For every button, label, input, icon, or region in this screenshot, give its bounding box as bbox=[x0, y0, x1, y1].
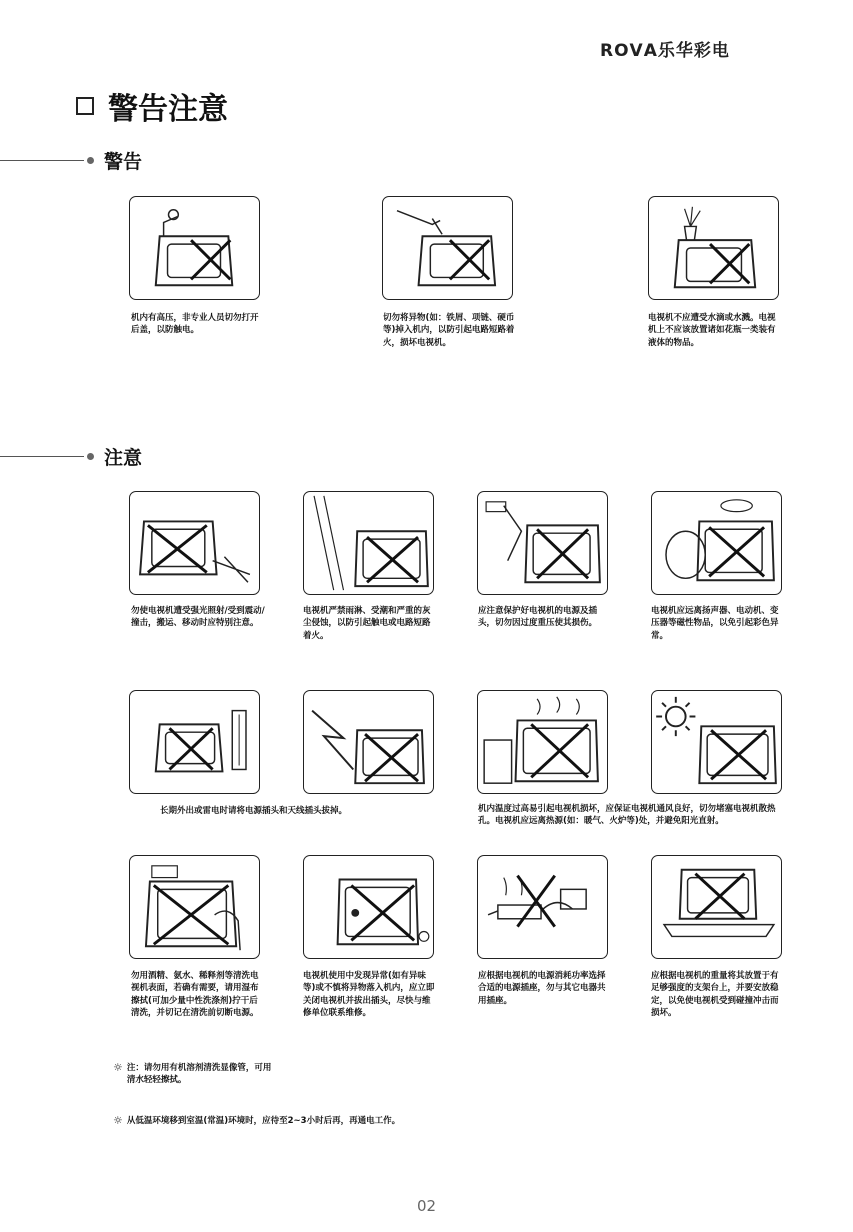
caution-caption-5: 长期外出或雷电时请将电源插头和天线插头拔掉。 bbox=[160, 806, 348, 816]
note-1-text: 注：请勿用有机溶剂清洗显像管，可用清水轻轻擦拭。 bbox=[126, 1063, 272, 1086]
caution-illustration-6 bbox=[303, 690, 434, 794]
caution-illustration-9 bbox=[129, 855, 260, 959]
caution-caption-9: 应根据电视机的电源消耗功率选择合适的电源插座，勿与其它电器共用插座。 bbox=[478, 971, 606, 1006]
section-warning-header bbox=[0, 147, 142, 174]
caution-illustration-7 bbox=[477, 690, 608, 794]
section-line bbox=[0, 160, 84, 161]
caution-illustration-10 bbox=[303, 855, 434, 959]
caution-illustration-4 bbox=[651, 491, 782, 595]
note-2 bbox=[113, 1115, 633, 1127]
section-bullet-icon bbox=[87, 453, 94, 460]
caution-caption-6: 机内温度过高易引起电视机损坏，应保证电视机通风良好，切勿堵塞电视机散热孔。电视机应远离热源(如：暖气、火炉等)处，并避免阳光直射。 bbox=[478, 804, 776, 827]
caution-illustration-3 bbox=[477, 491, 608, 595]
caution-illustration-12 bbox=[651, 855, 782, 959]
section-line bbox=[0, 456, 84, 457]
caution-illustration-5 bbox=[129, 690, 260, 794]
caution-caption-4: 电视机应远离扬声器、电动机、变压器等磁性物品，以免引起彩色异常。 bbox=[651, 606, 779, 641]
note-1 bbox=[113, 1062, 273, 1087]
page-title-text: 警告注意 bbox=[108, 92, 228, 127]
sun-icon: ☼ bbox=[113, 1114, 123, 1127]
section-bullet-icon bbox=[87, 157, 94, 164]
caution-illustration-2 bbox=[303, 491, 434, 595]
page-number: 02 bbox=[416, 1197, 437, 1215]
section-warning-title: 警告 bbox=[104, 151, 143, 173]
warning-illustration-2 bbox=[382, 196, 513, 300]
caution-caption-10: 应根据电视机的重量将其放置于有足够强度的支架台上，并要安放稳定，以免使电视机受到碰撞冲击而损坏。 bbox=[651, 971, 779, 1018]
caution-illustration-8 bbox=[651, 690, 782, 794]
sun-icon: ☼ bbox=[113, 1061, 123, 1074]
caution-caption-3: 应注意保护好电视机的电源及插头，切勿因过度重压使其损伤。 bbox=[478, 606, 598, 629]
brand-logo: RОVА乐华彩电 bbox=[600, 41, 730, 61]
note-2-text: 从低温环境移到室温(常温)环境时，应待至2~3小时后再，再通电工作。 bbox=[126, 1116, 401, 1126]
warning-illustration-3 bbox=[648, 196, 779, 300]
caution-caption-2: 电视机严禁雨淋、受潮和严重的灰尘侵蚀，以防引起触电或电路短路着火。 bbox=[303, 606, 431, 641]
caution-caption-8: 电视机使用中发现异常(如有异味等)或不慎将异物落入机内，应立即关闭电视机并拔出插头，尽快与维修单位联系维修。 bbox=[303, 971, 435, 1018]
caution-caption-7: 勿用酒精、氨水、稀释剂等清洗电视机表面，若确有需要，请用湿布擦拭(可加少量中性洗涤剂)拧干后清洗，并切记在清洗前切断电源。 bbox=[131, 971, 259, 1018]
page-title bbox=[76, 84, 228, 128]
warning-caption-2: 切勿将异物(如：铁屑、项链、硬币等)掉入机内，以防引起电路短路着火，损坏电视机。 bbox=[383, 313, 515, 348]
caution-illustration-11 bbox=[477, 855, 608, 959]
section-caution-title: 注意 bbox=[104, 447, 143, 469]
caution-illustration-1 bbox=[129, 491, 260, 595]
warning-illustration-1 bbox=[129, 196, 260, 300]
caution-caption-1: 勿使电视机遭受强光照射/受到震动/撞击，搬运、移动时应特别注意。 bbox=[131, 606, 265, 629]
title-square-icon bbox=[76, 97, 94, 115]
section-caution-header bbox=[0, 443, 142, 470]
warning-caption-3: 电视机不应遭受水滴或水溅。电视机上不应该放置诸如花瓶一类装有液体的物品。 bbox=[648, 313, 776, 348]
warning-caption-1: 机内有高压，非专业人员切勿打开后盖，以防触电。 bbox=[131, 313, 259, 336]
